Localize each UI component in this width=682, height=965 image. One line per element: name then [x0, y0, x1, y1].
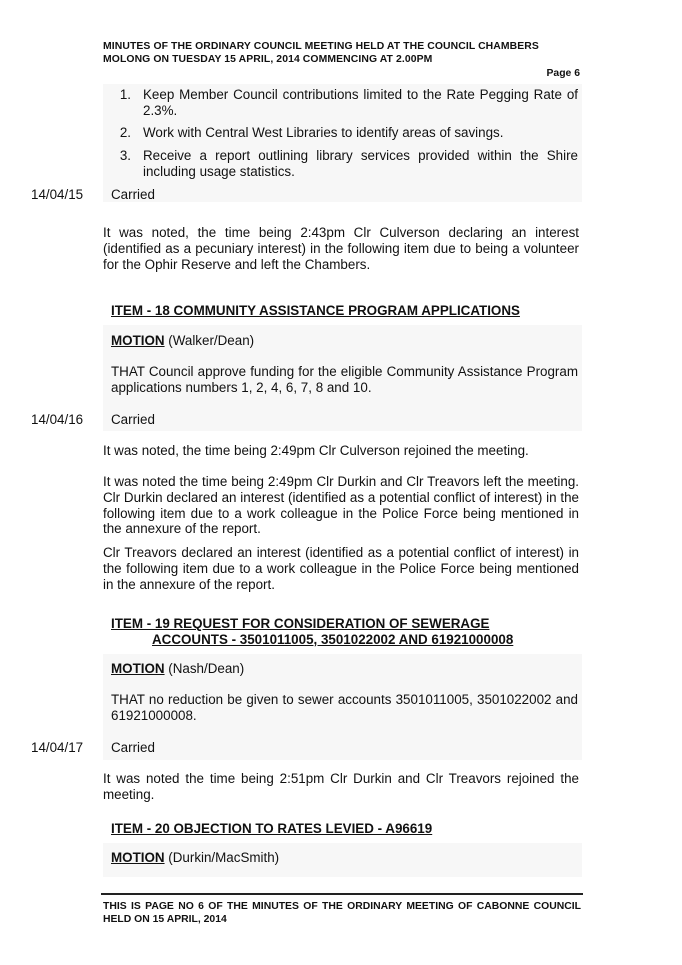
motion-label: MOTION [111, 661, 165, 676]
resolution-number: 14/04/17 [31, 740, 84, 755]
note-paragraph: It was noted the time being 2:49pm Clr Durkin and Clr Treavors left the meeting. Clr Durkin declared an interest (identified as a potential conflict of interest) in the following item due to a work colleague in the Police Force being mentioned in the annexure of the report. [103, 474, 579, 537]
item-19-heading-line1: ITEM - 19 REQUEST FOR CONSIDERATION OF SEWERAGE [111, 616, 490, 631]
item-19-motion [111, 661, 244, 677]
item-18-motion-text: THAT Council approve funding for the eligible Community Assistance Program applications numbers 1, 2, 4, 6, 7, 8 and 10. [111, 364, 578, 395]
list-item-number: 1. [119, 87, 131, 102]
note-paragraph: Clr Treavors declared an interest (identified as a potential conflict of interest) in the following item due to a work colleague in the Police Force being mentioned in the annexure of the report. [103, 545, 579, 592]
resolution-number: 14/04/15 [31, 187, 84, 202]
list-item-text: Keep Member Council contributions limited to the Rate Pegging Rate of 2.3%. [143, 87, 578, 118]
motion-label: MOTION [111, 333, 165, 348]
resolution-number: 14/04/16 [31, 412, 84, 427]
item-19-motion-text: THAT no reduction be given to sewer accounts 3501011005, 3501022002 and 61921000008. [111, 692, 578, 723]
note-paragraph: It was noted, the time being 2:43pm Clr Culverson declaring an interest (identified as a pecuniary interest) in the following item due to being a volunteer for the Ophir Reserve and left the Chambers. [103, 225, 579, 272]
list-item-number: 3. [119, 148, 131, 163]
motion-label: MOTION [111, 850, 165, 865]
item-20-motion [111, 850, 279, 866]
list-item-text: Work with Central West Libraries to identify areas of savings. [143, 125, 504, 140]
page-header-title: MINUTES OF THE ORDINARY COUNCIL MEETING HELD AT THE COUNCIL CHAMBERS MOLONG ON TUESDAY 15 APRIL, 2014 COMMENCING AT 2.00PM [103, 41, 539, 65]
item-18-heading: ITEM - 18 COMMUNITY ASSISTANCE PROGRAM APPLICATIONS [111, 303, 520, 318]
note-paragraph: It was noted, the time being 2:49pm Clr Culverson rejoined the meeting. [103, 443, 529, 458]
list-item-text: Receive a report outlining library services provided within the Shire including usage statistics. [143, 148, 578, 179]
item-19-heading-line2: ACCOUNTS - 3501011005, 3501022002 AND 61921000008 [152, 632, 514, 647]
item-20-heading: ITEM - 20 OBJECTION TO RATES LEVIED - A96619 [111, 821, 433, 836]
motion-list [111, 87, 578, 185]
list-item-number: 2. [119, 125, 131, 140]
note-paragraph: It was noted the time being 2:51pm Clr Durkin and Clr Treavors rejoined the meeting. [103, 771, 579, 802]
resolution-outcome: Carried [111, 740, 155, 755]
item-18-motion [111, 333, 254, 349]
motion-movers: (Nash/Dean) [164, 661, 245, 676]
footer-divider [101, 893, 583, 895]
page-footer: THIS IS PAGE NO 6 OF THE MINUTES OF THE ORDINARY MEETING OF CABONNE COUNCIL HELD ON 15 APRIL, 2014 [103, 901, 581, 925]
resolution-outcome: Carried [111, 412, 155, 427]
resolution-outcome: Carried [111, 187, 155, 202]
page-number: Page 6 [546, 68, 580, 79]
motion-movers: (Durkin/MacSmith) [164, 850, 280, 865]
motion-movers: (Walker/Dean) [164, 333, 255, 348]
